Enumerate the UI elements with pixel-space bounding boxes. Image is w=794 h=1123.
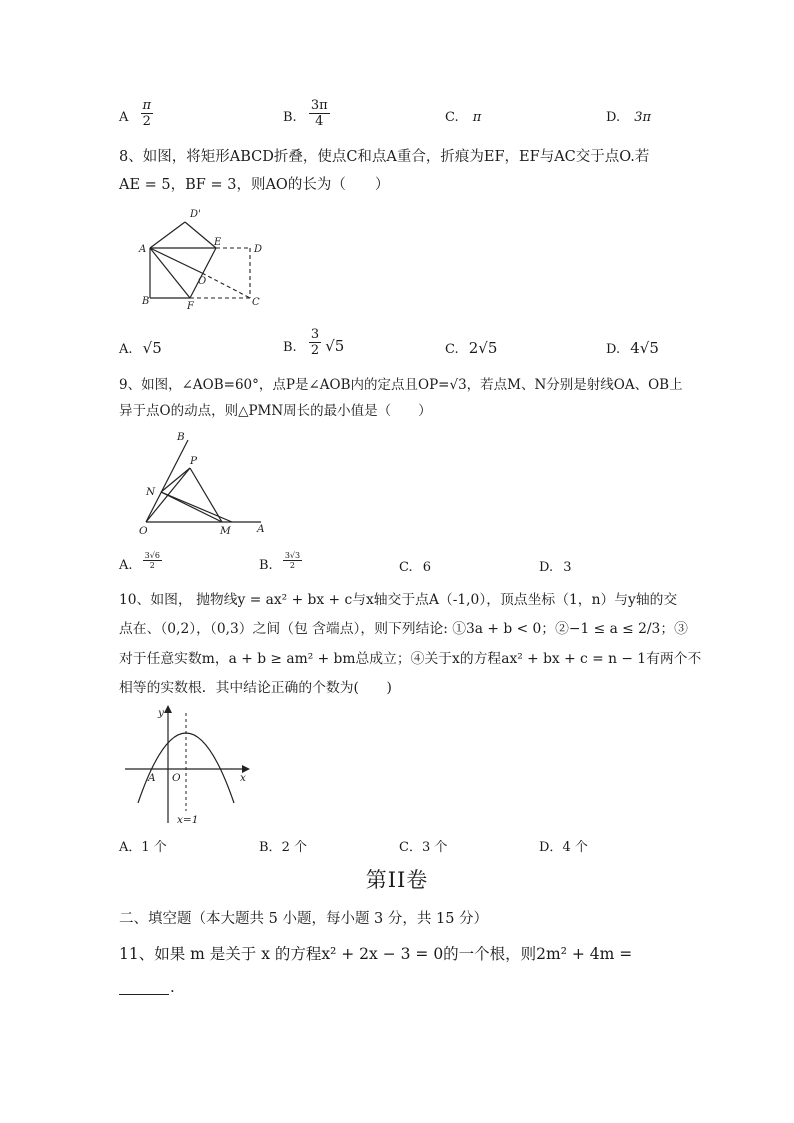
q9-ray-ob	[146, 440, 188, 522]
q9-stem-line1: 9、如图，∠AOB=60°，点P是∠AOB内的定点且OP=√3，若点M、N分别是射线OA、OB上	[119, 377, 683, 393]
q8-option-a	[119, 339, 162, 357]
q7-option-b-label: B.	[283, 110, 297, 125]
q7-option-b-fraction	[309, 98, 330, 129]
q8-stem-line2: AE = 5，BF = 3，则AO的长为（ ）	[119, 177, 390, 193]
q9-option-d	[539, 560, 572, 575]
q10-label-x: x	[240, 772, 246, 784]
q10-y-axis-arrow	[164, 705, 172, 713]
q10-option-c-label: C．	[399, 840, 422, 855]
q9-label-a: A	[257, 523, 265, 535]
q9-option-b-label: B.	[259, 558, 273, 573]
q9-option-c	[399, 560, 431, 575]
q8-option-b-num: 3	[310, 327, 320, 342]
q9-label-m: M	[220, 525, 231, 537]
q7-option-b-den: 4	[315, 114, 324, 129]
q9-option-a-fraction	[143, 551, 162, 570]
q10-stem-line2: 点在、（0,2），（0,3）之间（包 含端点），则下列结论: ①3a + b < 0；②−1 ≤ a ≤ 2/3；③	[119, 621, 688, 637]
q10-label-o: O	[172, 772, 181, 784]
q10-option-b-label: B．	[259, 840, 282, 855]
q7-option-b-num: 3π	[310, 98, 328, 113]
q10-option-a-value: 1 个	[141, 840, 167, 855]
part-heading: 二、填空题（本大题共 5 小题，每小题 3 分，共 15 分）	[119, 911, 489, 927]
q8-label-c: C	[252, 297, 260, 308]
q8-stem-line1: 8、如图，将矩形ABCD折叠，使点C和点A重合，折痕为EF，EF与AC交于点O.若	[119, 149, 650, 165]
q8-option-d-label: D.	[606, 342, 621, 357]
q7-option-a-den: 2	[142, 114, 151, 129]
q8-edge-d-prime-e	[185, 222, 216, 248]
q7-option-c-label: C.	[445, 110, 459, 125]
q7-option-a	[119, 98, 153, 129]
q10-stem-line4: 相等的实数根．其中结论正确的个数为( )	[119, 680, 392, 696]
q10-option-c	[399, 836, 447, 855]
q7-option-b	[283, 98, 330, 129]
q8-label-d: D	[254, 244, 263, 255]
q9-segment-pn	[161, 468, 190, 492]
q7-option-a-fraction	[141, 98, 154, 129]
q9-option-a-label: A.	[119, 558, 133, 573]
q9-option-d-value: 3	[563, 560, 572, 575]
q10-figure	[120, 703, 260, 827]
q9-option-a-num: 3√6	[144, 551, 160, 560]
q10-stem-line3: 对于任意实数m，a + b ≥ am² + bm总成立；④关于x的方程ax² + bx + c = n − 1有两个不	[119, 651, 702, 667]
q10-option-a-label: A．	[119, 840, 142, 855]
q8-option-c-value: 2√5	[468, 339, 498, 357]
q10-option-b	[259, 836, 307, 855]
q10-option-d-value: 4 个	[562, 840, 588, 855]
q8-label-f: F	[187, 301, 194, 312]
q10-option-d-label: D．	[539, 840, 563, 855]
q7-option-d	[606, 110, 651, 125]
q8-edge-af	[150, 248, 190, 298]
q8-option-a-label: A.	[119, 342, 133, 357]
q7-option-d-label: D.	[606, 110, 621, 125]
q9-segment-n-extra	[161, 492, 232, 522]
q10-label-y: y	[158, 707, 164, 719]
q9-option-b-den: 2	[289, 561, 296, 570]
q8-option-c	[445, 339, 497, 357]
q8-option-d	[606, 339, 659, 357]
q9-option-b-fraction	[283, 551, 302, 570]
q8-figure	[136, 204, 276, 314]
q7-option-c-value: π	[472, 110, 482, 125]
q7-option-a-num: π	[142, 98, 152, 113]
q9-label-b: B	[177, 431, 185, 443]
q9-option-a	[119, 551, 162, 573]
q8-label-b: B	[142, 296, 150, 307]
q8-option-b	[283, 327, 344, 358]
q10-label-x-eq-1: x=1	[177, 814, 199, 826]
q8-option-c-label: C.	[445, 342, 459, 357]
q10-stem-line1: 10、如图， 抛物线y = ax² + bx + c与x轴交于点A（-1,0），顶点坐标（1，n）与y轴的交	[119, 592, 678, 608]
q8-label-o: O	[198, 276, 207, 287]
q8-option-a-value: √5	[142, 339, 162, 357]
q9-option-c-value: 6	[422, 560, 432, 575]
q11-answer-blank	[119, 994, 169, 995]
q7-option-a-label: A	[119, 110, 129, 125]
q8-segment-ao	[150, 248, 202, 273]
q8-option-d-value: 4√5	[630, 339, 659, 357]
q10-option-b-value: 2 个	[281, 840, 307, 855]
q10-option-d	[539, 836, 588, 855]
q10-option-c-value: 3 个	[421, 840, 448, 855]
q8-dashed-oc	[202, 273, 250, 298]
q7-option-c	[445, 110, 481, 125]
q8-label-d-prime: D'	[190, 209, 201, 220]
q9-option-c-label: C.	[399, 560, 413, 575]
section-title: 第II卷	[365, 868, 429, 892]
q8-option-b-radical: √5	[325, 337, 345, 355]
q9-option-d-label: D.	[539, 560, 554, 575]
q10-option-a	[119, 836, 167, 855]
q8-edge-ad-prime	[150, 222, 185, 248]
q9-stem-line2: 异于点O的动点，则△PMN周长的最小值是（ ）	[119, 403, 432, 419]
q9-option-b-num: 3√3	[284, 551, 301, 560]
q8-option-b-label: B.	[283, 340, 297, 355]
q7-option-d-value: 3π	[634, 110, 652, 125]
q8-option-b-fraction	[309, 327, 321, 358]
q8-label-e: E	[214, 237, 222, 248]
q8-option-b-den: 2	[310, 343, 320, 358]
q9-label-n: N	[146, 486, 156, 498]
q10-label-a: A	[148, 772, 156, 784]
q9-figure	[136, 428, 276, 540]
q8-label-a: A	[139, 244, 147, 255]
q9-label-p: P	[190, 455, 198, 467]
q9-option-b	[259, 551, 302, 573]
q9-option-a-den: 2	[149, 561, 155, 570]
q11-line2-period: .	[170, 978, 175, 996]
q9-label-o: O	[139, 525, 148, 537]
q11-stem-line1: 11、如果 m 是关于 x 的方程x² + 2x − 3 = 0的一个根，则2m² + 4m =	[119, 945, 633, 963]
